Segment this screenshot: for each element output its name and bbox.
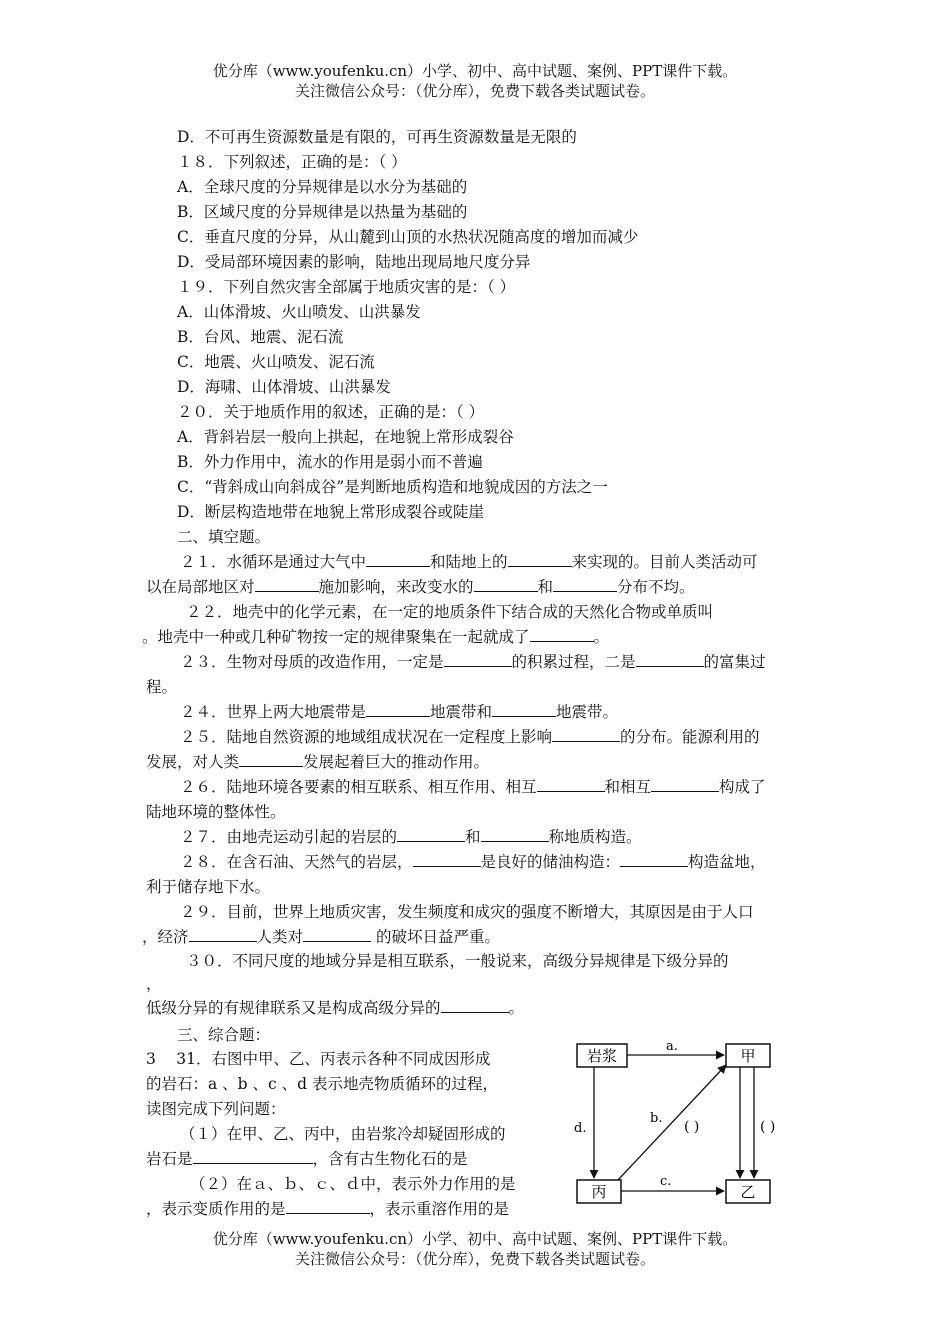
q22-text-3: 。 — [593, 628, 610, 646]
label-a: a. — [666, 1039, 678, 1054]
q31-line-7 — [146, 1199, 509, 1219]
q24-text-2: 地震带和 — [430, 703, 493, 721]
q20-option-d: D．断层构造地带在地貌上常形成裂谷或陡崖 — [177, 503, 484, 521]
q22-line-2 — [142, 627, 609, 647]
q26-blank-1[interactable] — [537, 777, 605, 792]
q31-line-6: （２）在ａ、ｂ、ｃ、ｄ中，表示外力作用的是 — [190, 1175, 516, 1193]
q30-blank-1[interactable] — [441, 998, 509, 1013]
q19-stem: １９．下列自然灾害全部属于地质灾害的是：（ ） — [177, 278, 516, 296]
q21-line-2 — [146, 577, 695, 597]
footer-line-2: 关注微信公众号：（优分库），免费下载各类试题试卷。 — [294, 1250, 655, 1268]
q27-text-1: ２７．由地壳运动引起的岩层的 — [180, 828, 398, 846]
q24-text-1: ２４．世界上两大地震带是 — [180, 703, 367, 721]
q23-text-3: 的富集过 — [703, 653, 766, 671]
q26-line-1 — [180, 777, 766, 797]
q21-text-5: 施加影响，来改变水的 — [318, 578, 474, 596]
q24-text-3: 地震带。 — [556, 703, 619, 721]
q27-blank-2[interactable] — [481, 827, 549, 842]
q24-blank-2[interactable] — [492, 702, 556, 717]
q25-line-2 — [146, 752, 489, 772]
q17-option-d: D．不可再生资源数量是有限的，可再生资源数量是无限的 — [177, 128, 577, 146]
section-fill-in-title: 二、填空题。 — [177, 528, 271, 546]
q25-line-1 — [180, 727, 760, 747]
q27-text-2: 和 — [465, 828, 481, 846]
q30-text-3: 低级分异的有规律联系又是构成高级分异的 — [146, 999, 441, 1017]
bing-label: 丙 — [591, 1183, 607, 1201]
q19-option-d: D．海啸、山体滑坡、山洪暴发 — [177, 378, 391, 396]
q25-blank-2[interactable] — [239, 752, 303, 767]
q28-blank-1[interactable] — [413, 852, 481, 867]
q26-blank-2[interactable] — [651, 777, 719, 792]
q22-blank-1[interactable] — [530, 627, 594, 642]
q29-text-4: 的破坏日益严重。 — [371, 928, 500, 946]
q25-blank-1[interactable] — [552, 727, 620, 742]
q31-line-3: 读图完成下列问题： — [146, 1100, 286, 1118]
q20-stem: ２０．关于地质作用的叙述，正确的是：（ ） — [177, 403, 485, 421]
q18-stem: １８．下列叙述，正确的是：（ ） — [177, 153, 407, 171]
q23-text-2: 的积累过程，二是 — [511, 653, 636, 671]
q31-blank-2[interactable] — [286, 1199, 370, 1214]
q27-line — [180, 827, 642, 847]
blank-paren-2: ( ) — [760, 1119, 776, 1135]
rock-cycle-diagram — [560, 1030, 820, 1215]
q23-text-1: ２３．生物对母质的改造作用，一定是 — [180, 653, 444, 671]
q18-option-a: A．全球尺度的分异规律是以水分为基础的 — [177, 178, 468, 196]
q29-blank-2[interactable] — [303, 927, 371, 942]
q31-line-4: （１）在甲、乙、丙中，由岩浆冷却疑固形成的 — [180, 1125, 506, 1143]
q20-option-c: C．“背斜成山向斜成谷”是判断地质构造和地貌成因的方法之一 — [177, 478, 608, 496]
q22-text-2: 。地壳中一种或几种矿物按一定的规律聚集在一起就成了 — [142, 628, 530, 646]
section-comprehensive-title: 三、综合题： — [177, 1026, 271, 1044]
q31-line-2: 的岩石：a 、b 、c 、d 表示地壳物质循环的过程， — [146, 1075, 498, 1093]
q28-line-1 — [180, 852, 766, 872]
label-b: b. — [650, 1111, 663, 1126]
q28-line-2: 利于储存地下水。 — [146, 878, 271, 896]
q23-blank-2[interactable] — [636, 652, 704, 667]
q27-text-3: 称地质构造。 — [548, 828, 642, 846]
q30-text-4: 。 — [508, 999, 525, 1017]
q28-text-3: 构造盆地， — [688, 853, 766, 871]
q24-line — [180, 702, 618, 722]
q20-option-a: A．背斜岩层一般向上拱起，在地貌上常形成裂谷 — [177, 428, 514, 446]
q23-blank-1[interactable] — [444, 652, 512, 667]
q21-text-1: ２１．水循环是通过大气中 — [180, 553, 367, 571]
q21-blank-2[interactable] — [508, 552, 572, 567]
q28-blank-2[interactable] — [620, 852, 688, 867]
q24-blank-1[interactable] — [366, 702, 430, 717]
q29-blank-1[interactable] — [189, 927, 257, 942]
q21-blank-5[interactable] — [553, 577, 617, 592]
q18-option-c: C．垂直尺度的分异，从山麓到山顶的水热状况随高度的增加而减少 — [177, 228, 639, 246]
q25-text-3: 发展，对人类 — [146, 753, 240, 771]
q21-line-1 — [180, 552, 758, 572]
yi-label: 乙 — [740, 1183, 756, 1201]
q31-blank-1[interactable] — [193, 1149, 313, 1164]
q29-text-2: ，经济 — [142, 928, 189, 946]
jia-label: 甲 — [740, 1047, 756, 1065]
label-c: c. — [660, 1174, 672, 1189]
header-line-2: 关注微信公众号：（优分库），免费下载各类试题试卷。 — [294, 82, 655, 100]
magma-label: 岩浆 — [586, 1047, 618, 1065]
q30-line-2: ， — [146, 975, 162, 993]
q23-line-2: 程。 — [146, 678, 178, 696]
blank-paren-1: ( ) — [684, 1119, 700, 1135]
q31-text-7a: ，表示变质作用的是 — [146, 1200, 286, 1218]
q31-text-5b: ，含有古生物化石的是 — [312, 1150, 468, 1168]
q21-text-7: 分布不均。 — [617, 578, 695, 596]
q26-line-2: 陆地环境的整体性。 — [146, 803, 286, 821]
q21-text-6: 和 — [537, 578, 554, 596]
q30-line-3 — [146, 998, 524, 1018]
q28-text-2: 是良好的储油构造： — [480, 853, 621, 871]
q26-text-2: 和相互 — [604, 778, 652, 796]
q28-text-1: ２８．在含石油、天然气的岩层， — [180, 853, 413, 871]
q26-text-3: 构成了 — [719, 778, 766, 796]
label-d: d. — [574, 1121, 587, 1136]
arrow-b — [618, 1065, 726, 1180]
q25-text-2: 的分布。能源利用的 — [620, 728, 760, 746]
q25-text-4: 发展起着巨大的推动作用。 — [303, 753, 490, 771]
q31-line-1: 3 31．右图中甲、乙、丙表示各种不同成因形成 — [146, 1050, 491, 1068]
q18-option-d: D．受局部环境因素的影响，陆地出现局地尺度分异 — [177, 253, 531, 271]
q29-text-3: 人类对 — [256, 928, 304, 946]
q19-option-c: C．地震、火山喷发、泥石流 — [177, 353, 375, 371]
q29-line-2 — [142, 927, 500, 947]
q21-blank-4[interactable] — [474, 577, 538, 592]
q18-option-b: B．区域尺度的分异规律是以热量为基础的 — [177, 203, 468, 221]
q31-text-7b: ，表示重溶作用的是 — [369, 1200, 510, 1218]
q30-line-1: ３０．不同尺度的地域分异是相互联系，一般说来，高级分异规律是下级分异的 — [186, 952, 729, 970]
q21-blank-3[interactable] — [255, 577, 319, 592]
q21-blank-1[interactable] — [366, 552, 430, 567]
q23-line-1 — [180, 652, 766, 672]
q19-option-b: B．台风、地震、泥石流 — [177, 328, 344, 346]
q19-option-a: A．山体滑坡、火山喷发、山洪暴发 — [177, 303, 421, 321]
q29-line-1: ２９．目前，世界上地质灾害，发生频度和成灾的强度不断增大，其原因是由于人口 — [180, 903, 754, 921]
q25-text-1: ２５．陆地自然资源的地域组成状况在一定程度上影响 — [180, 728, 553, 746]
q31-text-5a: 岩石是 — [146, 1150, 193, 1168]
q21-text-3: 来实现的。目前人类活动可 — [571, 553, 758, 571]
q20-option-b: B．外力作用中，流水的作用是弱小而不普遍 — [177, 453, 483, 471]
q22-line-1: ２２．地壳中的化学元素，在一定的地质条件下结合成的天然化合物或单质叫 — [186, 603, 714, 621]
q21-text-4: 以在局部地区对 — [146, 578, 255, 596]
q27-blank-1[interactable] — [397, 827, 465, 842]
q31-line-5 — [146, 1149, 468, 1169]
q21-text-2: 和陆地上的 — [430, 553, 508, 571]
q26-text-1: ２６．陆地环境各要素的相互联系、相互作用、相互 — [180, 778, 537, 796]
header-line-1: 优分库（www.youfenku.cn）小学、初中、高中试题、案例、PPT课件下载。 — [212, 62, 738, 80]
footer-line-1: 优分库（www.youfenku.cn）小学、初中、高中试题、案例、PPT课件下载。 — [212, 1230, 738, 1248]
